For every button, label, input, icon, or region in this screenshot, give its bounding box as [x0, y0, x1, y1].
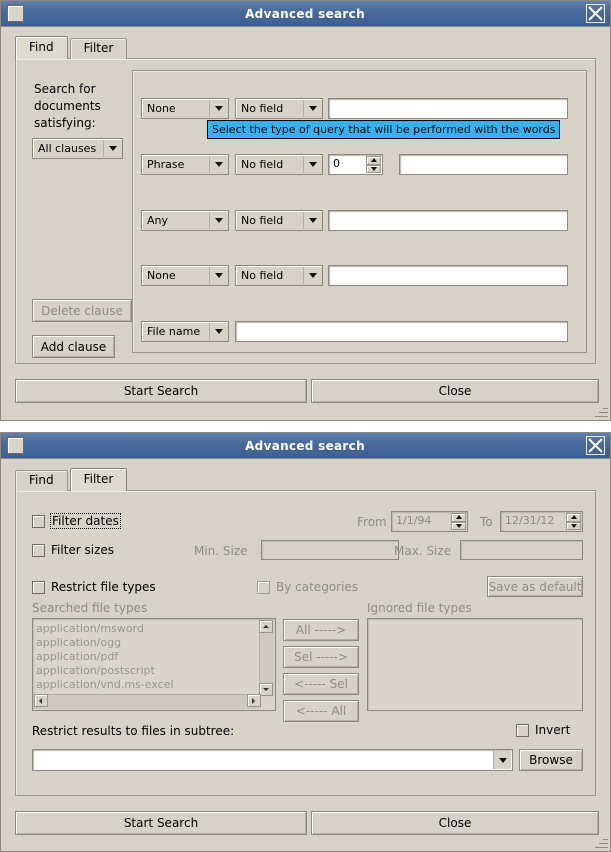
start-search-button-filter[interactable]: [15, 811, 307, 835]
advanced-search-filter-window: [0, 432, 611, 852]
ignored-file-types-listbox[interactable]: [367, 618, 583, 711]
clauses-combo[interactable]: [32, 138, 123, 159]
move-all-right-label: All ----->: [295, 623, 347, 637]
listbox-horizontal-scrollbar[interactable]: [34, 694, 261, 709]
close-icon[interactable]: [586, 436, 605, 455]
filter-sizes-label: Filter sizes: [51, 543, 115, 557]
clause-2-type-value: Any: [147, 214, 169, 227]
start-search-label: Start Search: [123, 816, 199, 830]
clause-1-proximity-spinner[interactable]: [328, 154, 383, 175]
invert-label: Invert: [535, 723, 571, 737]
list-item[interactable]: application/postscript: [36, 664, 155, 677]
invert-checkbox[interactable]: [516, 723, 570, 737]
by-categories-label: By categories: [276, 580, 359, 594]
clause-0-text-input[interactable]: [328, 98, 568, 119]
clause-2-field-combo[interactable]: [235, 210, 323, 231]
chevron-down-icon: [493, 751, 511, 769]
list-item[interactable]: application/pdf: [36, 650, 119, 663]
max-size-input[interactable]: [460, 540, 583, 560]
start-search-button-find[interactable]: [15, 379, 307, 403]
move-selected-left-label: <----- Sel: [294, 677, 348, 691]
ignored-file-types-label: Ignored file types: [367, 601, 472, 615]
filter-dates-label: Filter dates: [52, 514, 119, 528]
clause-3-field-value: No field: [241, 269, 284, 282]
scroll-right-icon[interactable]: [247, 694, 261, 707]
spinner-down-icon[interactable]: [451, 522, 466, 531]
clause-0-type-combo[interactable]: [141, 98, 229, 119]
close-label: Close: [438, 816, 472, 830]
min-size-input[interactable]: [261, 540, 399, 560]
spinner-down-icon[interactable]: [566, 522, 581, 531]
searched-file-types-listbox[interactable]: [32, 618, 276, 711]
clause-1-field-value: No field: [241, 158, 284, 171]
chevron-down-icon: [103, 140, 121, 157]
chevron-down-icon: [209, 212, 227, 229]
window-title-filter: Advanced search: [245, 438, 365, 453]
delete-clause-label: Delete clause: [41, 303, 123, 318]
checkbox-box: [32, 581, 45, 594]
move-all-right-button[interactable]: [283, 619, 359, 641]
window-menu-icon[interactable]: [7, 437, 24, 454]
titlebar-filter: [1, 433, 610, 459]
window-menu-icon[interactable]: [7, 5, 24, 22]
from-date-spinner[interactable]: [391, 511, 468, 532]
tabstrip-find: [15, 37, 129, 59]
resize-grip-find[interactable]: [594, 404, 608, 418]
spinner-up-icon[interactable]: [451, 513, 466, 522]
spinner-up-icon[interactable]: [366, 156, 381, 165]
clause-3-field-combo[interactable]: [235, 265, 323, 286]
chevron-down-icon: [303, 267, 321, 284]
find-tab-panel: [15, 58, 596, 364]
clause-2-text-input[interactable]: [328, 210, 568, 231]
clause-2-field-value: No field: [241, 214, 284, 227]
clause-1-field-combo[interactable]: [235, 154, 323, 175]
clause-1-type-combo[interactable]: [141, 154, 229, 175]
chevron-down-icon: [303, 156, 321, 173]
spinner-buttons[interactable]: [451, 513, 466, 530]
clause-3-text-input[interactable]: [328, 265, 568, 286]
chevron-down-icon: [209, 100, 227, 117]
chevron-down-icon: [209, 156, 227, 173]
clause-2-type-combo[interactable]: [141, 210, 229, 231]
from-label: From: [357, 515, 387, 529]
listbox-vertical-scrollbar[interactable]: [259, 620, 274, 696]
restrict-file-types-checkbox[interactable]: [32, 580, 156, 594]
clauses-combo-value: All clauses: [38, 142, 97, 155]
filter-sizes-checkbox[interactable]: [32, 543, 114, 557]
list-item[interactable]: application/vnd.ms-excel: [36, 678, 174, 691]
restrict-file-types-label: Restrict file types: [51, 580, 156, 594]
checkbox-box: [32, 544, 45, 557]
to-date-value: 12/31/12: [505, 514, 555, 527]
start-search-label: Start Search: [123, 384, 199, 398]
from-date-value: 1/1/94: [396, 514, 432, 527]
move-selected-right-label: Sel ----->: [294, 650, 348, 664]
tab-filter[interactable]: Filter: [70, 38, 128, 59]
clause-4-text-input[interactable]: [235, 321, 568, 342]
move-all-left-label: <----- All: [295, 704, 347, 718]
by-categories-checkbox[interactable]: [257, 580, 358, 594]
close-icon[interactable]: [586, 4, 605, 23]
min-size-label: Min. Size: [194, 544, 248, 558]
browse-label: Browse: [529, 753, 573, 767]
spinner-up-icon[interactable]: [566, 513, 581, 522]
chevron-down-icon: [303, 100, 321, 117]
searched-file-types-label: Searched file types: [32, 601, 148, 615]
clause-1-proximity-value: 0: [333, 157, 340, 170]
chevron-down-icon: [303, 212, 321, 229]
to-label: To: [480, 515, 493, 529]
add-clause-label: Add clause: [40, 339, 107, 354]
chevron-down-icon: [209, 323, 227, 340]
move-selected-left-button[interactable]: [283, 673, 359, 695]
add-clause-button[interactable]: [32, 335, 115, 358]
window-title-find: Advanced search: [245, 6, 365, 21]
clause-4-type-value: File name: [147, 325, 201, 338]
resize-grip-filter[interactable]: [594, 835, 608, 849]
spinner-buttons[interactable]: [366, 156, 381, 173]
titlebar-find: [1, 1, 610, 27]
move-all-left-button[interactable]: [283, 700, 359, 722]
tab-find[interactable]: Find: [15, 470, 68, 491]
close-button-filter[interactable]: [311, 811, 599, 835]
scroll-left-icon[interactable]: [34, 694, 48, 707]
close-button-find[interactable]: [311, 379, 599, 403]
clause-0-type-value: None: [147, 102, 176, 115]
subtree-combo[interactable]: [32, 749, 513, 771]
spinner-buttons[interactable]: [566, 513, 581, 530]
advanced-search-find-window: [0, 0, 611, 421]
tabstrip-filter: [15, 469, 129, 491]
list-item[interactable]: application/ogg: [36, 636, 122, 649]
chevron-down-icon: [209, 267, 227, 284]
search-for-label: Search for documents satisfying:: [34, 82, 101, 130]
clause-4-type-combo[interactable]: [141, 321, 229, 342]
checkbox-box: [32, 515, 45, 528]
save-as-default-label: Save as default: [488, 579, 582, 594]
to-date-spinner[interactable]: [500, 511, 583, 532]
browse-button[interactable]: [519, 749, 583, 771]
spinner-down-icon[interactable]: [366, 165, 381, 174]
max-size-label: Max. Size: [394, 544, 452, 558]
list-item[interactable]: application/msword: [36, 622, 144, 635]
restrict-subtree-label: Restrict results to files in subtree:: [32, 724, 235, 738]
checkbox-box: [257, 581, 270, 594]
clause-1-text-input[interactable]: [399, 154, 568, 175]
filter-tab-panel: [15, 490, 596, 796]
scroll-up-icon[interactable]: [259, 620, 273, 633]
move-selected-right-button[interactable]: [283, 646, 359, 668]
searched-file-types-items: [36, 622, 174, 692]
tab-find[interactable]: Find: [15, 36, 68, 59]
checkbox-box: [516, 724, 529, 737]
clause-0-field-value: No field: [241, 102, 284, 115]
clause-3-type-combo[interactable]: [141, 265, 229, 286]
save-as-default-button[interactable]: [487, 576, 583, 597]
delete-clause-button[interactable]: [32, 299, 132, 322]
clause-3-type-value: None: [147, 269, 176, 282]
query-type-tooltip: Select the type of query that will be performed with the words: [207, 120, 560, 139]
clause-1-type-value: Phrase: [147, 158, 185, 171]
close-label: Close: [438, 384, 472, 398]
scroll-down-icon[interactable]: [259, 683, 273, 696]
filter-dates-checkbox[interactable]: [32, 514, 120, 528]
clause-0-field-combo[interactable]: [235, 98, 323, 119]
tab-filter[interactable]: Filter: [70, 468, 128, 491]
